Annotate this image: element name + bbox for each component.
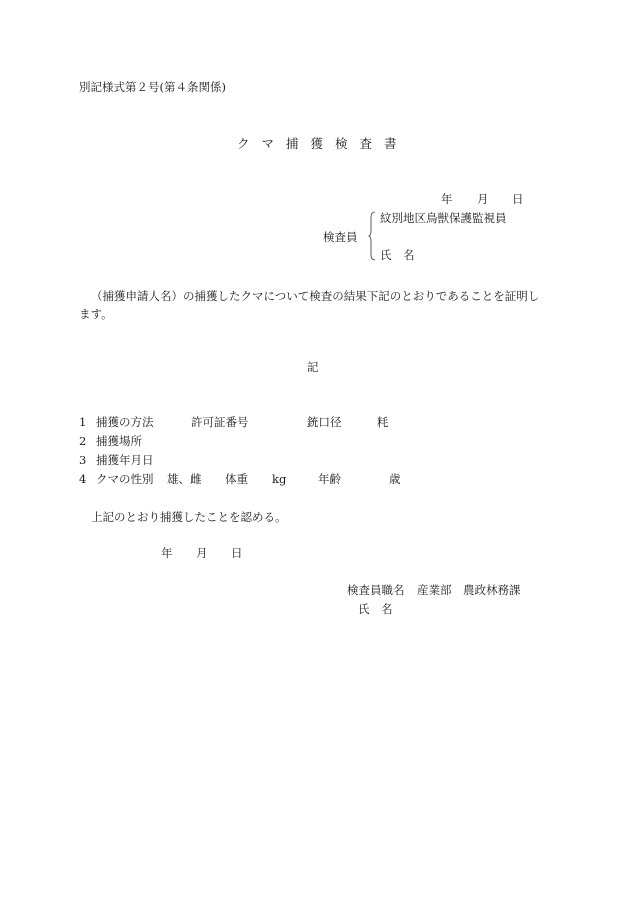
brace-icon	[368, 211, 376, 261]
official-dept: 産業部	[417, 583, 452, 597]
approval-text: 上記のとおり捕獲したことを認める。	[91, 510, 287, 524]
item-4-weight-label: 体重	[225, 472, 248, 486]
approval-date-year: 年	[161, 546, 173, 560]
official-section: 農政林務課	[463, 583, 521, 597]
item-4-num: 4	[79, 472, 87, 486]
item-4-label: クマの性別	[96, 472, 154, 486]
statement-paragraph: （捕獲申請人名）の捕獲したクマについて検査の結果下記のとおりであることを証明します。	[79, 289, 540, 321]
inspector-name-label: 氏 名	[380, 248, 415, 262]
official-title-label: 検査員職名	[347, 583, 405, 597]
inspector-role: 紋別地区鳥獣保護監視員	[380, 211, 507, 225]
date-month: 月	[477, 192, 489, 206]
item-1-unit: 粍	[377, 415, 389, 429]
item-3-num: 3	[79, 453, 87, 467]
approval-date-day: 日	[231, 546, 243, 560]
item-4-age-label: 年齢	[318, 472, 341, 486]
item-1-permit-label: 許可証番号	[191, 415, 249, 429]
item-2-num: 2	[79, 434, 87, 448]
item-2-label: 捕獲場所	[96, 434, 142, 448]
item-1-label: 捕獲の方法	[96, 415, 154, 429]
ki-heading: 記	[307, 360, 319, 374]
date-day: 日	[512, 192, 524, 206]
approval-date-month: 月	[196, 546, 208, 560]
document-title: クマ捕獲検査書	[237, 136, 409, 151]
item-1-caliber-label: 銃口径	[307, 415, 342, 429]
item-4-weight-unit: kg	[272, 472, 287, 486]
item-4-sex: 雄、雌	[167, 472, 202, 486]
inspector-label: 検査員	[323, 230, 358, 244]
item-3-label: 捕獲年月日	[96, 453, 154, 467]
item-4-age-unit: 歳	[389, 472, 401, 486]
official-name-label: 氏 名	[358, 602, 393, 616]
form-number: 別記様式第２号(第４条関係)	[79, 80, 226, 94]
item-1-num: 1	[79, 415, 87, 429]
date-year: 年	[441, 192, 453, 206]
